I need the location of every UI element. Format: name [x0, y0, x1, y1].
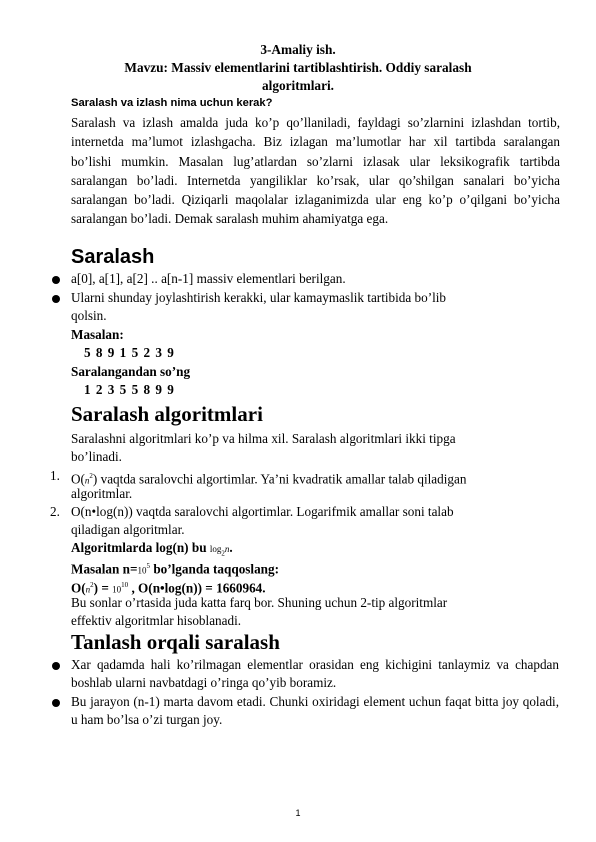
example-label: Masalan: [71, 327, 124, 342]
section-heading-tanlash: Tanlash orqali saralash [71, 630, 280, 654]
item1-pre: O( [71, 471, 85, 487]
compare-val-exp: 10 [121, 581, 129, 589]
example-sequence: 5 8 9 1 5 2 3 9 [84, 345, 175, 360]
bullet-icon [52, 295, 60, 303]
algoritmlar-item-2-line-2: qiladigan algoritmlar. [71, 522, 185, 537]
list-number-2: 2. [50, 504, 60, 519]
item1-n: n [84, 475, 90, 486]
algoritmlar-item-1-line-2: algoritmlar. [71, 486, 133, 501]
compare-n: n [85, 584, 91, 595]
saralash-bullet-2-line-1: Ularni shunday joylashtirish kerakki, ular kamaymaslik tartibida bo’lib [71, 290, 447, 305]
masalan-post: bo’lganda taqqoslang: [150, 561, 279, 577]
algoritmlar-intro-line-2: bo’linadi. [71, 449, 122, 464]
document-title-line-1: 3-Amaliy ish. [260, 42, 336, 57]
item1-exp: 2 [89, 472, 93, 480]
section-heading-algoritmlar: Saralash algoritmlari [71, 402, 263, 426]
conclusion-line-2: effektiv algoritmlar hisoblanadi. [71, 613, 242, 628]
sorted-label: Saralangandan so’ng [71, 364, 191, 379]
bullet-icon [52, 699, 60, 707]
log-n: n [224, 544, 230, 554]
masalan-val: 10 [137, 565, 147, 576]
bullet-icon [52, 662, 60, 670]
saralash-bullet-2-line-2: qolsin. [71, 308, 107, 323]
section-heading-saralash: Saralash [71, 246, 155, 268]
log-base: 2 [221, 549, 225, 558]
tanlash-bullet-2: Bu jarayon (n-1) marta davom etadi. Chunki oxiridagi element uchun faqat bitta joy qoladi, u ham bo’lsa o’zi turgan joy. [71, 694, 559, 727]
conclusion-line-1: Bu sonlar o’rtasida juda katta farq bor. Shuning uchun 2-tip algoritmlar [71, 595, 448, 610]
log-pre: Algoritmlarda log(n) bu [71, 540, 210, 555]
tanlash-bullet-1: Xar qadamda hali ko’rilmagan elementlar orasidan eng kichigini tanlaymiz va chapdan boshlab ularni navbatdagi o’ringa qo’yib boramiz. [71, 657, 559, 690]
log-post: . [229, 540, 233, 555]
intro-question: Saralash va izlash nima uchun kerak? [71, 97, 273, 109]
item1-post: ) vaqtda saralovchi algortimlar. Ya’ni kvadratik amallar talab qiladigan [92, 471, 467, 487]
compare-eq: ) = [93, 580, 113, 596]
compare-exp: 2 [90, 581, 94, 589]
compare-o: O( [71, 580, 86, 596]
saralash-bullet-1: a[0], a[1], a[2] .. a[n-1] massiv elementlari berilgan. [71, 271, 346, 286]
bullet-icon [52, 276, 60, 284]
masalan-exp: 5 [146, 562, 151, 570]
list-number-1: 1. [50, 468, 60, 483]
algoritmlar-intro-line-1: Saralashni algoritmlari ko’p va hilma xil. Saralash algoritmlari ikki tipga [71, 431, 456, 446]
algoritmlar-item-2-line-1: O(n•log(n)) vaqtda saralovchi algortimlar. Logarifmik amallar soni talab [71, 504, 454, 519]
masalan-pre: Masalan n= [71, 561, 138, 577]
log-word: log [209, 544, 222, 554]
document-title-line-2: Mavzu: Massiv elementlarini tartiblashtirish. Oddiy saralash [124, 60, 472, 75]
compare-val: 10 [112, 584, 122, 595]
page-number: 1 [295, 808, 301, 818]
compare-rest: , O(n•log(n)) = 1660964. [128, 580, 266, 596]
document-title-line-3: algoritmlari. [261, 78, 334, 93]
intro-paragraph: Saralash va izlash amalda juda ko’p qo’llaniladi, fayldagi so’zlarnini izlashdan tortib, internetda ma’lumot izlashgacha. Biz izlagan ma’lumotlar har xil tartibda saralangan bo’lishi mumkin. Masalan lug’atlardan so’zlarni izlasak ular leksikografik tartibda saralangan bo’ladi. Internetda yangiliklar ko’rsak, ular qo’shilgan sanalari bo’yicha saralangan bo’ladi. Qiziqarli maqolalar izlaganimizda ular eng ko’p o’qilgani bo’yicha saralangan bo’ladi. Demak saralash muhim ahamiyatga ega. [71, 115, 560, 227]
sorted-sequence: 1 2 3 5 5 8 9 9 [84, 382, 175, 397]
